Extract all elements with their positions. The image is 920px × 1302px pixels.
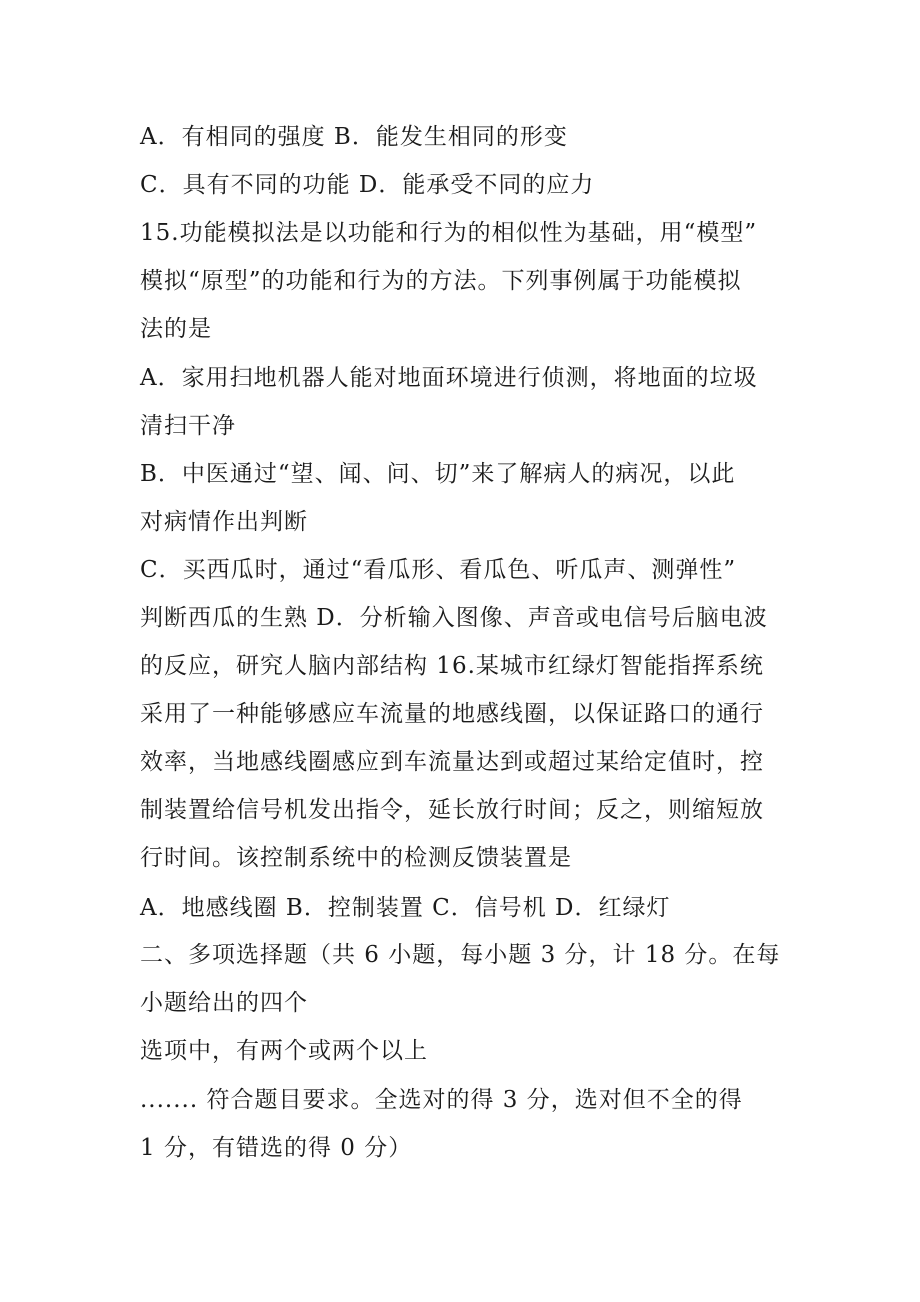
text-line: 制装置给信号机发出指令，延长放行时间；反之，则缩短放 [140,797,764,823]
text-line: 法的是 [140,316,212,342]
text-line: B．中医通过“望、闻、问、切”来了解病人的病况，以此 [140,461,736,487]
text-line: 1 分，有错选的得 0 分） [140,1135,413,1161]
text-line: 清扫干净 [140,413,236,439]
text-line: 小题给出的四个 [140,990,308,1016]
text-line: ....... 符合题目要求。全选对的得 3 分，选对但不全的得 [140,1087,743,1113]
text-line: 效率，当地感线圈感应到车流量达到或超过某给定值时，控 [140,749,764,775]
text-line: 选项中，有两个或两个以上 [140,1038,428,1064]
text-line: 行时间。该控制系统中的检测反馈装置是 [140,845,572,871]
text-line: C．买西瓜时，通过“看瓜形、看瓜色、听瓜声、测弹性” [140,557,737,583]
text-line: A．有相同的强度 B．能发生相同的形变 [140,124,568,150]
text-line: 采用了一种能够感应车流量的地感线圈，以保证路口的通行 [140,701,764,727]
text-line: A．家用扫地机器人能对地面环境进行侦测，将地面的垃圾 [140,365,758,391]
text-line: A．地感线圈 B．控制装置 C．信号机 D．红绿灯 [140,895,671,921]
text-line: 判断西瓜的生熟 D．分析输入图像、声音或电信号后脑电波 [140,605,768,631]
text-line: 二、多项选择题（共 6 小题，每小题 3 分，计 18 分。在每 [140,942,781,968]
text-line: 对病情作出判断 [140,509,308,535]
text-line: 15.功能模拟法是以功能和行为的相似性为基础，用“模型” [140,220,758,246]
text-line: 的反应，研究人脑内部结构 16.某城市红绿灯智能指挥系统 [140,653,764,679]
text-line: C．具有不同的功能 D．能承受不同的应力 [140,172,595,198]
text-line: 模拟“原型”的功能和行为的方法。下列事例属于功能模拟 [140,268,742,294]
